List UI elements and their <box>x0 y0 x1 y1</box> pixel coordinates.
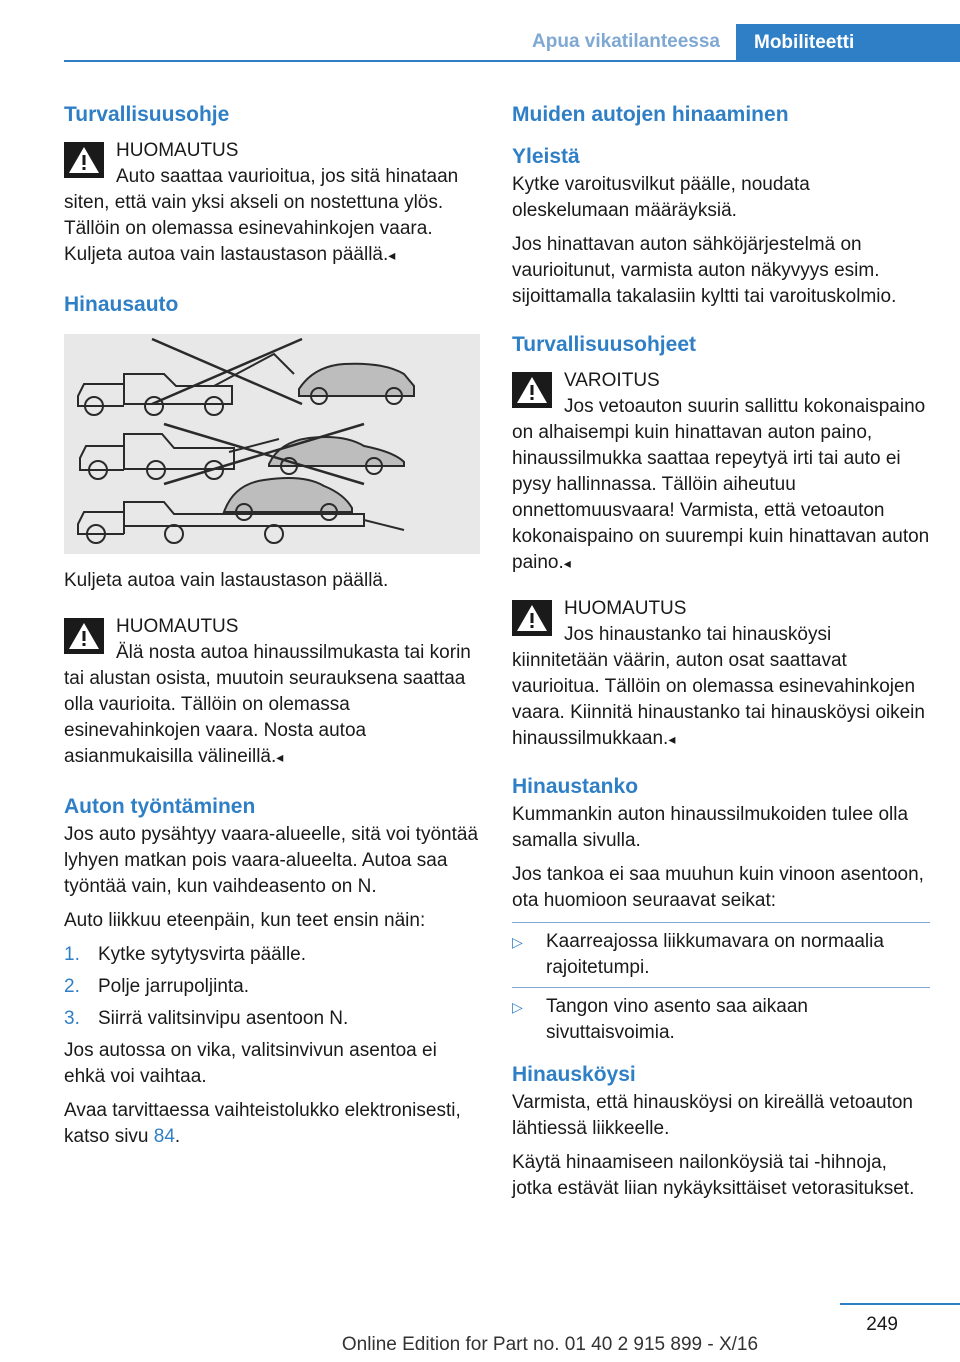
step-text: Siirrä valitsinvipu asentoon N. <box>98 1008 349 1029</box>
general-paragraph-2: Jos hinattavan auton sähköjärjestelmä on vaurioitunut, varmista auton näkyvyys esim. sijoittamalla takalasiin kyltti tai varoituskolmio. <box>512 234 897 307</box>
step-text: Polje jarrupoljinta. <box>98 976 250 997</box>
end-mark: ◂ <box>563 555 571 571</box>
heading-pushing-car: Auton työntäminen <box>64 795 256 818</box>
warning-title: HUOMAUTUS <box>116 616 239 637</box>
push-paragraph-3: Jos autossa on vika, valitsinvivun asentoa ei ehkä voi vaihtaa. <box>64 1040 437 1087</box>
push-paragraph-4-text: Avaa tarvittaessa vaihteistolukko elektronisesti, katso sivu <box>64 1100 461 1147</box>
push-paragraph-4 <box>64 1098 480 1150</box>
rope-paragraph-1: Varmista, että hinausköysi on kireällä vetoauton lähtiessä liikkeelle. <box>512 1092 913 1139</box>
list-item <box>512 987 930 1046</box>
end-mark: ◂ <box>668 731 676 747</box>
warning-text: Jos hinaustanko tai hinausköysi kiinnitetään väärin, auton osat saattavat vaurioitua. Tällöin on olemassa esinevahinkojen vaara. Kiinnitä hinaustanko tai hinausköysi oikein hinaussilmukkaan. <box>512 624 925 749</box>
warning-icon <box>512 372 552 408</box>
warning-icon <box>64 142 104 178</box>
steps-list <box>64 942 480 1032</box>
bullet-triangle-icon: ▷ <box>512 999 523 1015</box>
list-item <box>64 942 480 968</box>
tow-truck-drawing <box>64 334 480 554</box>
header-chapter-tab[interactable]: Mobiliteetti <box>736 24 960 62</box>
warning-text: Jos vetoauton suurin sallittu kokonaispaino on alhaisempi kuin hinattavan auton paino, hinaussilmukka saattaa repeytyä irti tai auto ei pysy hallinnassa. Tällöin aiheutuu onnettomuusvaara! Varmista, että vetoauton kokonaispaino on suurempi kuin hinattavan auton paino. <box>512 396 930 573</box>
page-number: 249 <box>866 1314 898 1335</box>
warning-title: VAROITUS <box>564 370 660 391</box>
heading-safety-notes: Turvallisuusohjeet <box>512 333 696 356</box>
footer-rule <box>840 1303 960 1305</box>
right-column <box>512 100 930 1202</box>
push-paragraph-2: Auto liikkuu eteenpäin, kun teet ensin näin: <box>64 910 426 931</box>
warning-icon <box>512 600 552 636</box>
heading-tow-truck: Hinausauto <box>64 293 179 316</box>
bullet-text: Kaarreajossa liikkumavara on normaalia rajoitetumpi. <box>546 931 884 978</box>
warning-block-4 <box>512 596 930 752</box>
towbar-paragraph-1: Kummankin auton hinaussilmukoiden tulee olla samalla sivulla. <box>512 804 909 851</box>
figure-caption: Kuljeta autoa vain lastaustason päällä. <box>64 570 389 591</box>
warning-text: Älä nosta autoa hinaussilmukasta tai korin tai alustan osista, muutoin seurauksena saattaa olla vaurioita. Tällöin on olemassa esinevahinkojen vaara. Nosta autoa asianmukaisilla välineillä. <box>64 642 471 767</box>
towbar-bullet-list <box>512 922 930 1046</box>
step-number: 2. <box>64 976 80 997</box>
header-section-title: Apua vikatilanteessa <box>532 31 720 52</box>
end-mark: ◂ <box>276 749 284 765</box>
rope-paragraph-2: Käytä hinaamiseen nailonköysiä tai -hihnoja, jotka estävät liian nykäyksittäiset vetorasitukset. <box>512 1152 915 1199</box>
heading-tow-rope: Hinausköysi <box>512 1063 636 1086</box>
heading-tow-bar: Hinaustanko <box>512 775 639 798</box>
edition-footer: Online Edition for Part no. 01 40 2 915 899 - X/16 <box>341 1334 759 1355</box>
step-text: Kytke sytytysvirta päälle. <box>98 944 307 965</box>
warning-title: HUOMAUTUS <box>116 140 239 161</box>
left-column <box>64 100 480 1150</box>
warning-block-1 <box>64 138 480 268</box>
heading-general: Yleistä <box>512 145 580 168</box>
bullet-text: Tangon vino asento saa aikaan sivuttaisvoimia. <box>546 996 808 1043</box>
general-paragraph-1: Kytke varoitusvilkut päälle, noudata oleskelumaan määräyksiä. <box>512 174 810 221</box>
warning-text: Auto saattaa vaurioitua, jos sitä hinataan siten, että vain yksi akseli on nostettuna ylös. Tällöin on olemassa esinevahinkojen vaara. Kuljeta autoa vain lastaustason päällä. <box>64 166 459 265</box>
heading-safety-note: Turvallisuusohje <box>64 103 230 126</box>
warning-block-3 <box>512 368 930 576</box>
warning-block-2 <box>64 614 480 770</box>
bullet-triangle-icon: ▷ <box>512 934 523 950</box>
warning-icon <box>64 618 104 654</box>
heading-towing-other-cars: Muiden autojen hinaaminen <box>512 103 789 126</box>
towbar-paragraph-2: Jos tankoa ei saa muuhun kuin vinoon asentoon, ota huomioon seuraavat seikat: <box>512 864 924 911</box>
list-item <box>64 1006 480 1032</box>
list-item <box>512 922 930 981</box>
push-paragraph-1: Jos auto pysähtyy vaara-alueelle, sitä voi työntää lyhyen matkan pois vaara-alueelta. Autoa saa työntää vain, kun vaihdeasento on N. <box>64 824 479 897</box>
period: . <box>174 1126 181 1147</box>
step-number: 3. <box>64 1008 80 1029</box>
step-number: 1. <box>64 944 80 965</box>
tow-truck-illustration <box>64 334 480 554</box>
end-mark: ◂ <box>388 247 396 263</box>
list-item <box>64 974 480 1000</box>
warning-title: HUOMAUTUS <box>564 598 687 619</box>
page-link[interactable]: 84 <box>153 1126 175 1147</box>
